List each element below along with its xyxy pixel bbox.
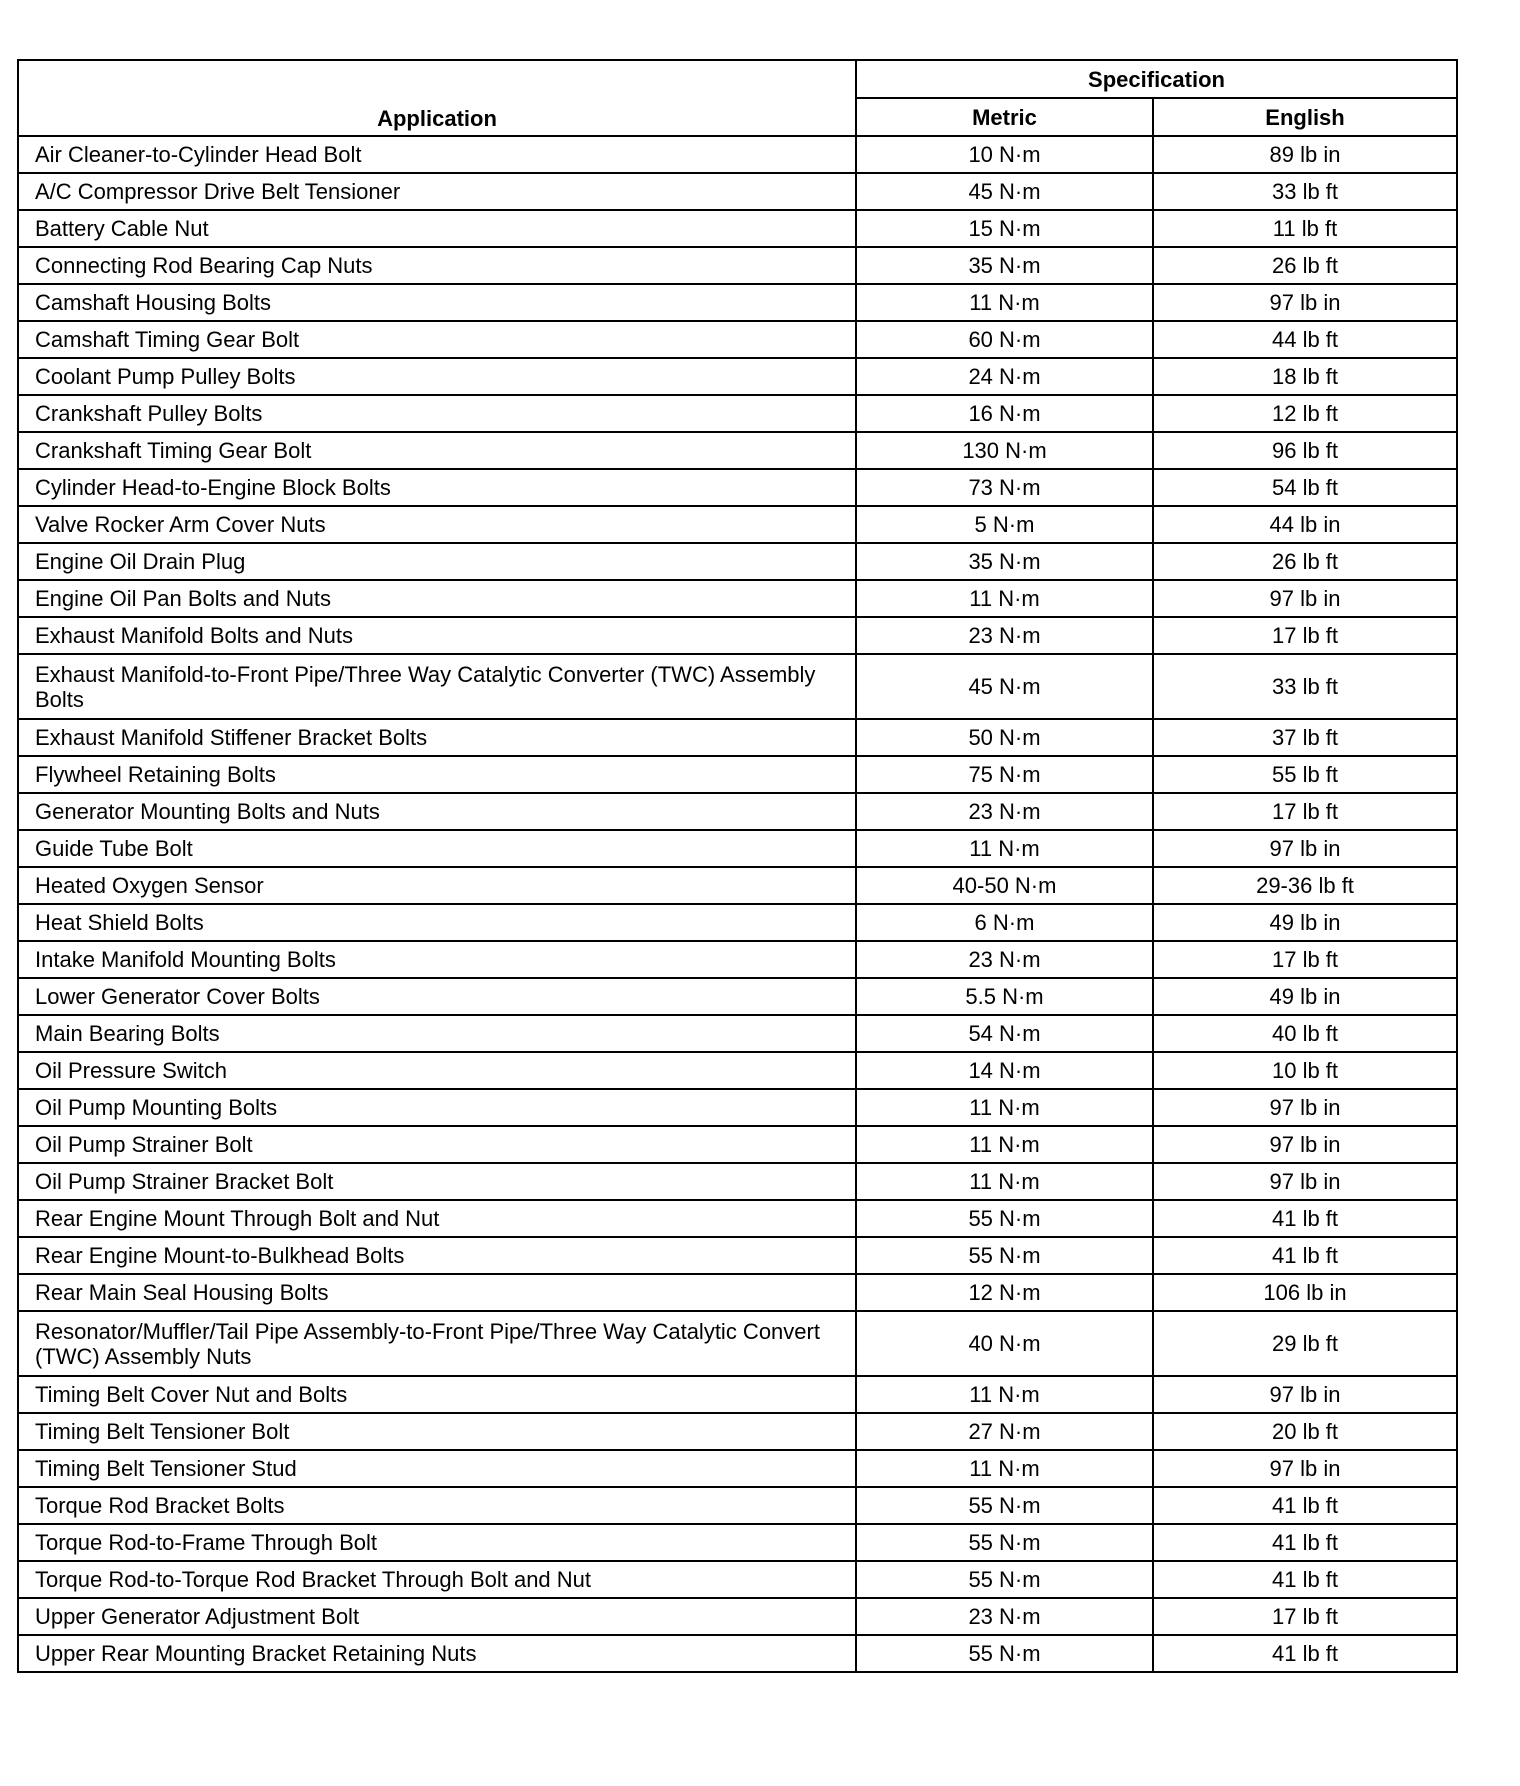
torque-spec-table	[17, 59, 1458, 1673]
english-cell: 97 lb in	[1153, 1376, 1457, 1413]
header-english: English	[1153, 98, 1457, 136]
english-cell: 97 lb in	[1153, 1450, 1457, 1487]
english-cell: 33 lb ft	[1153, 173, 1457, 210]
table-row	[18, 1524, 1457, 1561]
metric-cell: 35 N·m	[856, 247, 1153, 284]
metric-cell: 11 N·m	[856, 1126, 1153, 1163]
application-cell: Crankshaft Timing Gear Bolt	[18, 432, 856, 469]
application-cell: Rear Main Seal Housing Bolts	[18, 1274, 856, 1311]
header-application: Application	[18, 60, 856, 136]
metric-cell: 15 N·m	[856, 210, 1153, 247]
metric-cell: 11 N·m	[856, 284, 1153, 321]
metric-cell: 45 N·m	[856, 654, 1153, 719]
application-cell: Camshaft Timing Gear Bolt	[18, 321, 856, 358]
table-row	[18, 1450, 1457, 1487]
application-cell: Valve Rocker Arm Cover Nuts	[18, 506, 856, 543]
application-cell: Crankshaft Pulley Bolts	[18, 395, 856, 432]
table-row	[18, 580, 1457, 617]
application-cell: Coolant Pump Pulley Bolts	[18, 358, 856, 395]
table-row	[18, 793, 1457, 830]
application-cell: Oil Pump Strainer Bracket Bolt	[18, 1163, 856, 1200]
metric-cell: 23 N·m	[856, 941, 1153, 978]
application-cell: Main Bearing Bolts	[18, 1015, 856, 1052]
english-cell: 26 lb ft	[1153, 543, 1457, 580]
metric-cell: 5 N·m	[856, 506, 1153, 543]
application-cell: Heated Oxygen Sensor	[18, 867, 856, 904]
table-row	[18, 1311, 1457, 1376]
metric-cell: 11 N·m	[856, 580, 1153, 617]
application-cell: A/C Compressor Drive Belt Tensioner	[18, 173, 856, 210]
table-row	[18, 1089, 1457, 1126]
application-cell: Air Cleaner-to-Cylinder Head Bolt	[18, 136, 856, 173]
english-cell: 33 lb ft	[1153, 654, 1457, 719]
table-row	[18, 1598, 1457, 1635]
application-cell: Upper Rear Mounting Bracket Retaining Nuts	[18, 1635, 856, 1672]
metric-cell: 11 N·m	[856, 1376, 1153, 1413]
table-row	[18, 1200, 1457, 1237]
metric-cell: 27 N·m	[856, 1413, 1153, 1450]
metric-cell: 11 N·m	[856, 1163, 1153, 1200]
metric-cell: 23 N·m	[856, 793, 1153, 830]
application-cell: Torque Rod-to-Torque Rod Bracket Through Bolt and Nut	[18, 1561, 856, 1598]
english-cell: 20 lb ft	[1153, 1413, 1457, 1450]
metric-cell: 55 N·m	[856, 1200, 1153, 1237]
metric-cell: 60 N·m	[856, 321, 1153, 358]
application-cell: Oil Pump Mounting Bolts	[18, 1089, 856, 1126]
table-row	[18, 1163, 1457, 1200]
table-row	[18, 756, 1457, 793]
english-cell: 97 lb in	[1153, 580, 1457, 617]
application-cell: Engine Oil Drain Plug	[18, 543, 856, 580]
application-cell: Exhaust Manifold Stiffener Bracket Bolts	[18, 719, 856, 756]
english-cell: 11 lb ft	[1153, 210, 1457, 247]
english-cell: 41 lb ft	[1153, 1561, 1457, 1598]
metric-cell: 55 N·m	[856, 1487, 1153, 1524]
application-cell: Battery Cable Nut	[18, 210, 856, 247]
table-row	[18, 830, 1457, 867]
english-cell: 41 lb ft	[1153, 1200, 1457, 1237]
english-cell: 97 lb in	[1153, 830, 1457, 867]
metric-cell: 24 N·m	[856, 358, 1153, 395]
table-row	[18, 1052, 1457, 1089]
table-row	[18, 1126, 1457, 1163]
table-row	[18, 1274, 1457, 1311]
metric-cell: 55 N·m	[856, 1237, 1153, 1274]
metric-cell: 6 N·m	[856, 904, 1153, 941]
table-row	[18, 1376, 1457, 1413]
table-row	[18, 173, 1457, 210]
english-cell: 41 lb ft	[1153, 1524, 1457, 1561]
english-cell: 89 lb in	[1153, 136, 1457, 173]
table-row	[18, 247, 1457, 284]
english-cell: 49 lb in	[1153, 978, 1457, 1015]
table-row	[18, 719, 1457, 756]
metric-cell: 55 N·m	[856, 1524, 1153, 1561]
table-row	[18, 867, 1457, 904]
table-row	[18, 1237, 1457, 1274]
application-cell: Rear Engine Mount Through Bolt and Nut	[18, 1200, 856, 1237]
english-cell: 106 lb in	[1153, 1274, 1457, 1311]
application-cell: Cylinder Head-to-Engine Block Bolts	[18, 469, 856, 506]
application-cell: Oil Pressure Switch	[18, 1052, 856, 1089]
table-row	[18, 978, 1457, 1015]
application-cell: Timing Belt Tensioner Bolt	[18, 1413, 856, 1450]
english-cell: 44 lb in	[1153, 506, 1457, 543]
application-cell: Upper Generator Adjustment Bolt	[18, 1598, 856, 1635]
metric-cell: 10 N·m	[856, 136, 1153, 173]
header-metric: Metric	[856, 98, 1153, 136]
application-cell: Lower Generator Cover Bolts	[18, 978, 856, 1015]
metric-cell: 40 N·m	[856, 1311, 1153, 1376]
table-body	[18, 136, 1457, 1672]
metric-cell: 73 N·m	[856, 469, 1153, 506]
table-row	[18, 1015, 1457, 1052]
table-row	[18, 1561, 1457, 1598]
application-cell: Oil Pump Strainer Bolt	[18, 1126, 856, 1163]
application-cell: Guide Tube Bolt	[18, 830, 856, 867]
metric-cell: 40-50 N·m	[856, 867, 1153, 904]
table-row	[18, 284, 1457, 321]
application-cell: Resonator/Muffler/Tail Pipe Assembly-to-Front Pipe/Three Way Catalytic Convert (TWC) Assembly Nuts	[18, 1311, 856, 1376]
metric-cell: 11 N·m	[856, 1450, 1153, 1487]
english-cell: 97 lb in	[1153, 284, 1457, 321]
metric-cell: 35 N·m	[856, 543, 1153, 580]
application-cell: Flywheel Retaining Bolts	[18, 756, 856, 793]
table-row	[18, 654, 1457, 719]
application-cell: Rear Engine Mount-to-Bulkhead Bolts	[18, 1237, 856, 1274]
table-row	[18, 543, 1457, 580]
english-cell: 18 lb ft	[1153, 358, 1457, 395]
table-row	[18, 432, 1457, 469]
english-cell: 17 lb ft	[1153, 1598, 1457, 1635]
metric-cell: 14 N·m	[856, 1052, 1153, 1089]
application-cell: Torque Rod Bracket Bolts	[18, 1487, 856, 1524]
application-cell: Timing Belt Cover Nut and Bolts	[18, 1376, 856, 1413]
metric-cell: 55 N·m	[856, 1561, 1153, 1598]
english-cell: 17 lb ft	[1153, 617, 1457, 654]
application-cell: Camshaft Housing Bolts	[18, 284, 856, 321]
english-cell: 97 lb in	[1153, 1126, 1457, 1163]
table-row	[18, 210, 1457, 247]
application-cell: Heat Shield Bolts	[18, 904, 856, 941]
english-cell: 26 lb ft	[1153, 247, 1457, 284]
application-cell: Torque Rod-to-Frame Through Bolt	[18, 1524, 856, 1561]
metric-cell: 16 N·m	[856, 395, 1153, 432]
table-row	[18, 136, 1457, 173]
table-row	[18, 1413, 1457, 1450]
metric-cell: 5.5 N·m	[856, 978, 1153, 1015]
metric-cell: 55 N·m	[856, 1635, 1153, 1672]
english-cell: 40 lb ft	[1153, 1015, 1457, 1052]
application-cell: Connecting Rod Bearing Cap Nuts	[18, 247, 856, 284]
metric-cell: 23 N·m	[856, 617, 1153, 654]
metric-cell: 50 N·m	[856, 719, 1153, 756]
english-cell: 17 lb ft	[1153, 941, 1457, 978]
header-specification: Specification	[856, 60, 1457, 98]
metric-cell: 12 N·m	[856, 1274, 1153, 1311]
table-row	[18, 1487, 1457, 1524]
table-row	[18, 506, 1457, 543]
metric-cell: 23 N·m	[856, 1598, 1153, 1635]
metric-cell: 11 N·m	[856, 1089, 1153, 1126]
english-cell: 41 lb ft	[1153, 1237, 1457, 1274]
table-row	[18, 1635, 1457, 1672]
table-row	[18, 321, 1457, 358]
english-cell: 97 lb in	[1153, 1089, 1457, 1126]
application-cell: Generator Mounting Bolts and Nuts	[18, 793, 856, 830]
metric-cell: 75 N·m	[856, 756, 1153, 793]
english-cell: 12 lb ft	[1153, 395, 1457, 432]
application-cell: Engine Oil Pan Bolts and Nuts	[18, 580, 856, 617]
english-cell: 54 lb ft	[1153, 469, 1457, 506]
application-cell: Exhaust Manifold-to-Front Pipe/Three Way Catalytic Converter (TWC) Assembly Bolts	[18, 654, 856, 719]
english-cell: 97 lb in	[1153, 1163, 1457, 1200]
table-row	[18, 941, 1457, 978]
english-cell: 29 lb ft	[1153, 1311, 1457, 1376]
table-row	[18, 358, 1457, 395]
metric-cell: 45 N·m	[856, 173, 1153, 210]
english-cell: 29-36 lb ft	[1153, 867, 1457, 904]
english-cell: 55 lb ft	[1153, 756, 1457, 793]
metric-cell: 130 N·m	[856, 432, 1153, 469]
table-row	[18, 469, 1457, 506]
application-cell: Timing Belt Tensioner Stud	[18, 1450, 856, 1487]
english-cell: 49 lb in	[1153, 904, 1457, 941]
english-cell: 17 lb ft	[1153, 793, 1457, 830]
english-cell: 37 lb ft	[1153, 719, 1457, 756]
table-row	[18, 395, 1457, 432]
application-cell: Exhaust Manifold Bolts and Nuts	[18, 617, 856, 654]
english-cell: 41 lb ft	[1153, 1487, 1457, 1524]
english-cell: 44 lb ft	[1153, 321, 1457, 358]
metric-cell: 11 N·m	[856, 830, 1153, 867]
english-cell: 41 lb ft	[1153, 1635, 1457, 1672]
application-cell: Intake Manifold Mounting Bolts	[18, 941, 856, 978]
table-row	[18, 904, 1457, 941]
metric-cell: 54 N·m	[856, 1015, 1153, 1052]
english-cell: 96 lb ft	[1153, 432, 1457, 469]
table-row	[18, 617, 1457, 654]
english-cell: 10 lb ft	[1153, 1052, 1457, 1089]
